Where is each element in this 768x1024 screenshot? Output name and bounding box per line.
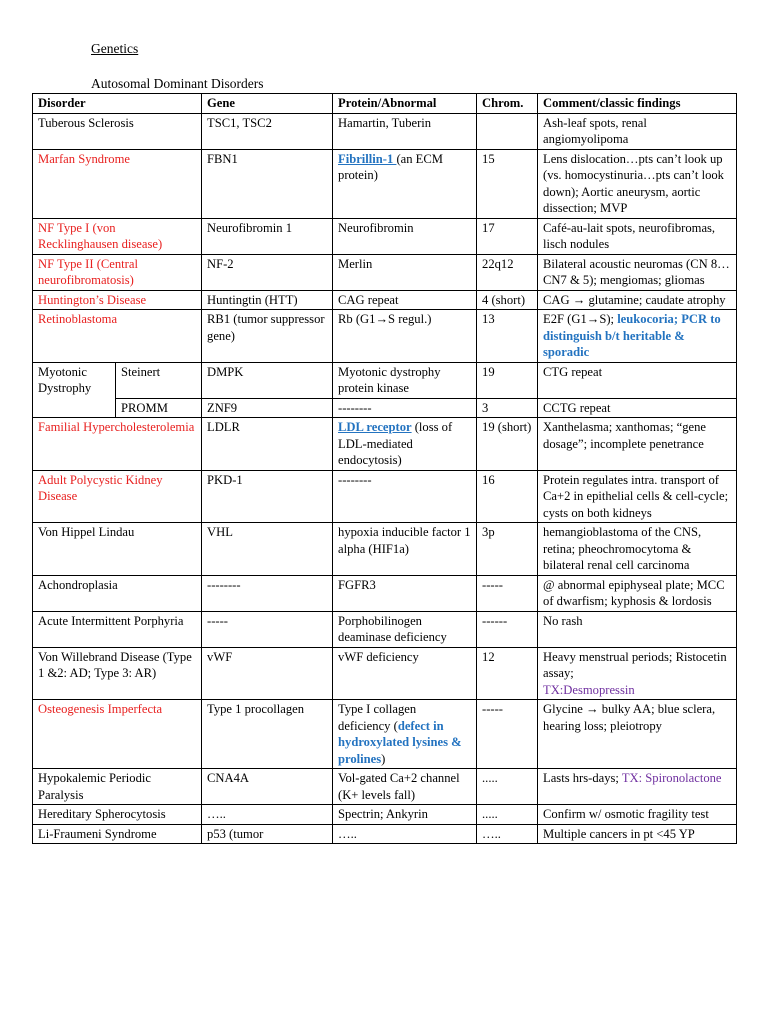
comment-cell: Glycine → bulky AA; blue sclera, hearing loss; pleiotropy bbox=[538, 700, 737, 769]
gene-cell: Type 1 procollagen bbox=[202, 700, 333, 769]
comment-cell: Protein regulates intra. transport of Ca+2 in epithelial cells & cell-cycle; cysts on both kidneys bbox=[538, 470, 737, 523]
comment-cell: Multiple cancers in pt <45 YP bbox=[538, 824, 737, 844]
table-row bbox=[33, 418, 737, 471]
protein-cell bbox=[333, 418, 477, 471]
gene-cell: VHL bbox=[202, 523, 333, 576]
chrom-cell: 17 bbox=[477, 218, 538, 254]
comment-cell: Bilateral acoustic neuromas (CN 8…CN7 & 5); mengiomas; gliomas bbox=[538, 254, 737, 290]
chrom-cell: ..... bbox=[477, 805, 538, 825]
page-title: Genetics bbox=[91, 41, 139, 56]
subtype-cell: Steinert bbox=[116, 362, 202, 398]
gene-cell: DMPK bbox=[202, 362, 333, 398]
gene-cell: RB1 (tumor suppressor gene) bbox=[202, 310, 333, 363]
gene-cell: ----- bbox=[202, 611, 333, 647]
chrom-cell: 4 (short) bbox=[477, 290, 538, 310]
comment-cell: CTG repeat bbox=[538, 362, 737, 398]
table-row bbox=[33, 362, 737, 398]
disorder-cell: Osteogenesis Imperfecta bbox=[33, 700, 202, 769]
chrom-cell: ----- bbox=[477, 700, 538, 769]
gene-cell: -------- bbox=[202, 575, 333, 611]
treatment-text: TX:Desmopressin bbox=[543, 682, 635, 697]
chrom-cell: ------ bbox=[477, 611, 538, 647]
disorder-cell: NF Type I (von Recklinghausen disease) bbox=[33, 218, 202, 254]
protein-cell: FGFR3 bbox=[333, 575, 477, 611]
table-row bbox=[33, 575, 737, 611]
disorder-cell: NF Type II (Central neurofibromatosis) bbox=[33, 254, 202, 290]
protein-cell: Neurofibromin bbox=[333, 218, 477, 254]
protein-emphasis: defect in hydroxylated lysines & prolines bbox=[338, 718, 462, 766]
header-disorder: Disorder bbox=[33, 94, 202, 114]
table-row bbox=[33, 218, 737, 254]
protein-cell: Rb (G1→S regul.) bbox=[333, 310, 477, 363]
chrom-cell: 16 bbox=[477, 470, 538, 523]
gene-cell: LDLR bbox=[202, 418, 333, 471]
table-row bbox=[33, 310, 737, 363]
comment-cell: Xanthelasma; xanthomas; “gene dosage”; incomplete penetrance bbox=[538, 418, 737, 471]
comment-cell: Confirm w/ osmotic fragility test bbox=[538, 805, 737, 825]
protein-cell: ….. bbox=[333, 824, 477, 844]
header-comment: Comment/classic findings bbox=[538, 94, 737, 114]
chrom-cell: 19 bbox=[477, 362, 538, 398]
disorder-cell: Hypokalemic Periodic Paralysis bbox=[33, 769, 202, 805]
table-caption: Autosomal Dominant Disorders bbox=[91, 76, 264, 91]
table-row bbox=[33, 611, 737, 647]
comment-cell: Ash-leaf spots, renal angiomyolipoma bbox=[538, 113, 737, 149]
table-row bbox=[33, 113, 737, 149]
protein-close: ) bbox=[381, 751, 386, 766]
disorder-cell: Achondroplasia bbox=[33, 575, 202, 611]
comment-text: Lasts hrs-days; bbox=[543, 771, 622, 785]
disorder-cell: Familial Hypercholesterolemia bbox=[33, 418, 202, 471]
protein-cell bbox=[333, 149, 477, 218]
header-protein: Protein/Abnormal bbox=[333, 94, 477, 114]
comment-cell: Lens dislocation…pts can’t look up (vs. homocystinuria…pts can’t look down); Aortic aneurysm, aortic dissection; MVP bbox=[538, 149, 737, 218]
gene-cell: PKD-1 bbox=[202, 470, 333, 523]
table-row bbox=[33, 523, 737, 576]
disorder-cell: Myotonic Dystrophy bbox=[33, 362, 116, 418]
gene-cell: CNA4A bbox=[202, 769, 333, 805]
chrom-cell: 13 bbox=[477, 310, 538, 363]
gene-cell: Huntingtin (HTT) bbox=[202, 290, 333, 310]
disorder-cell: Marfan Syndrome bbox=[33, 149, 202, 218]
fibrillin-link[interactable]: Fibrillin-1 bbox=[338, 151, 397, 166]
protein-cell: -------- bbox=[333, 470, 477, 523]
protein-cell: Hamartin, Tuberin bbox=[333, 113, 477, 149]
comment-text: Heavy menstrual periods; Ristocetin assay; bbox=[543, 649, 727, 680]
disorder-cell: Tuberous Sclerosis bbox=[33, 113, 202, 149]
chrom-cell: 19 (short) bbox=[477, 418, 538, 471]
gene-cell: vWF bbox=[202, 647, 333, 700]
table-row bbox=[33, 470, 737, 523]
protein-cell: Porphobilinogen deaminase deficiency bbox=[333, 611, 477, 647]
disorder-cell: Adult Polycystic Kidney Disease bbox=[33, 470, 202, 523]
protein-cell: Merlin bbox=[333, 254, 477, 290]
table-row bbox=[33, 805, 737, 825]
disorder-cell: Von Hippel Lindau bbox=[33, 523, 202, 576]
chrom-cell: ----- bbox=[477, 575, 538, 611]
protein-cell: Myotonic dystrophy protein kinase bbox=[333, 362, 477, 398]
protein-cell: -------- bbox=[333, 398, 477, 418]
gene-cell: TSC1, TSC2 bbox=[202, 113, 333, 149]
table-header-row bbox=[33, 94, 737, 114]
table-row bbox=[33, 647, 737, 700]
chrom-cell: ….. bbox=[477, 824, 538, 844]
protein-text: (loss of LDL-mediated endocytosis) bbox=[338, 420, 453, 467]
comment-cell: Café-au-lait spots, neurofibromas, lisch nodules bbox=[538, 218, 737, 254]
subtype-cell: PROMM bbox=[116, 398, 202, 418]
gene-cell: ZNF9 bbox=[202, 398, 333, 418]
comment-cell bbox=[538, 769, 737, 805]
protein-cell: Spectrin; Ankyrin bbox=[333, 805, 477, 825]
header-chrom: Chrom. bbox=[477, 94, 538, 114]
gene-cell: FBN1 bbox=[202, 149, 333, 218]
disorder-cell: Acute Intermittent Porphyria bbox=[33, 611, 202, 647]
table-row bbox=[33, 290, 737, 310]
comment-cell: CCTG repeat bbox=[538, 398, 737, 418]
disorder-cell: Li-Fraumeni Syndrome bbox=[33, 824, 202, 844]
comment-cell: No rash bbox=[538, 611, 737, 647]
protein-cell: hypoxia inducible factor 1 alpha (HIF1a) bbox=[333, 523, 477, 576]
protein-text: Type I collagen deficiency ( bbox=[338, 702, 417, 733]
disorder-cell: Huntington’s Disease bbox=[33, 290, 202, 310]
table-row bbox=[33, 398, 737, 418]
comment-cell: CAG → glutamine; caudate atrophy bbox=[538, 290, 737, 310]
chrom-cell: 15 bbox=[477, 149, 538, 218]
gene-cell: NF-2 bbox=[202, 254, 333, 290]
table-row bbox=[33, 824, 737, 844]
comment-cell: hemangioblastoma of the CNS, retina; pheochromocytoma & bilateral renal cell carcinoma bbox=[538, 523, 737, 576]
protein-cell: vWF deficiency bbox=[333, 647, 477, 700]
chrom-cell: 3p bbox=[477, 523, 538, 576]
disorders-table bbox=[32, 93, 737, 844]
chrom-cell: ..... bbox=[477, 769, 538, 805]
table-row bbox=[33, 769, 737, 805]
gene-cell: ….. bbox=[202, 805, 333, 825]
gene-cell: Neurofibromin 1 bbox=[202, 218, 333, 254]
disorder-cell: Von Willebrand Disease (Type 1 &2: AD; Type 3: AR) bbox=[33, 647, 202, 700]
table-row bbox=[33, 149, 737, 218]
comment-text: E2F (G1→S); bbox=[543, 312, 618, 326]
chrom-cell: 3 bbox=[477, 398, 538, 418]
disorder-cell: Hereditary Spherocytosis bbox=[33, 805, 202, 825]
comment-cell: @ abnormal epiphyseal plate; MCC of dwarfism; kyphosis & lordosis bbox=[538, 575, 737, 611]
chrom-cell: 12 bbox=[477, 647, 538, 700]
disorder-cell: Retinoblastoma bbox=[33, 310, 202, 363]
table-row bbox=[33, 254, 737, 290]
header-gene: Gene bbox=[202, 94, 333, 114]
protein-text: (an ECM protein) bbox=[338, 151, 443, 182]
protein-cell: Vol-gated Ca+2 channel (K+ levels fall) bbox=[333, 769, 477, 805]
comment-cell bbox=[538, 310, 737, 363]
comment-cell bbox=[538, 647, 737, 700]
comment-emphasis: leukocoria; PCR to distinguish b/t heritable & sporadic bbox=[543, 312, 721, 359]
gene-cell: p53 (tumor bbox=[202, 824, 333, 844]
chrom-cell: 22q12 bbox=[477, 254, 538, 290]
table-row bbox=[33, 700, 737, 769]
protein-cell bbox=[333, 700, 477, 769]
chrom-cell bbox=[477, 113, 538, 149]
ldl-receptor-link[interactable]: LDL receptor bbox=[338, 420, 412, 434]
protein-cell: CAG repeat bbox=[333, 290, 477, 310]
treatment-text: TX: Spironolactone bbox=[621, 771, 722, 785]
